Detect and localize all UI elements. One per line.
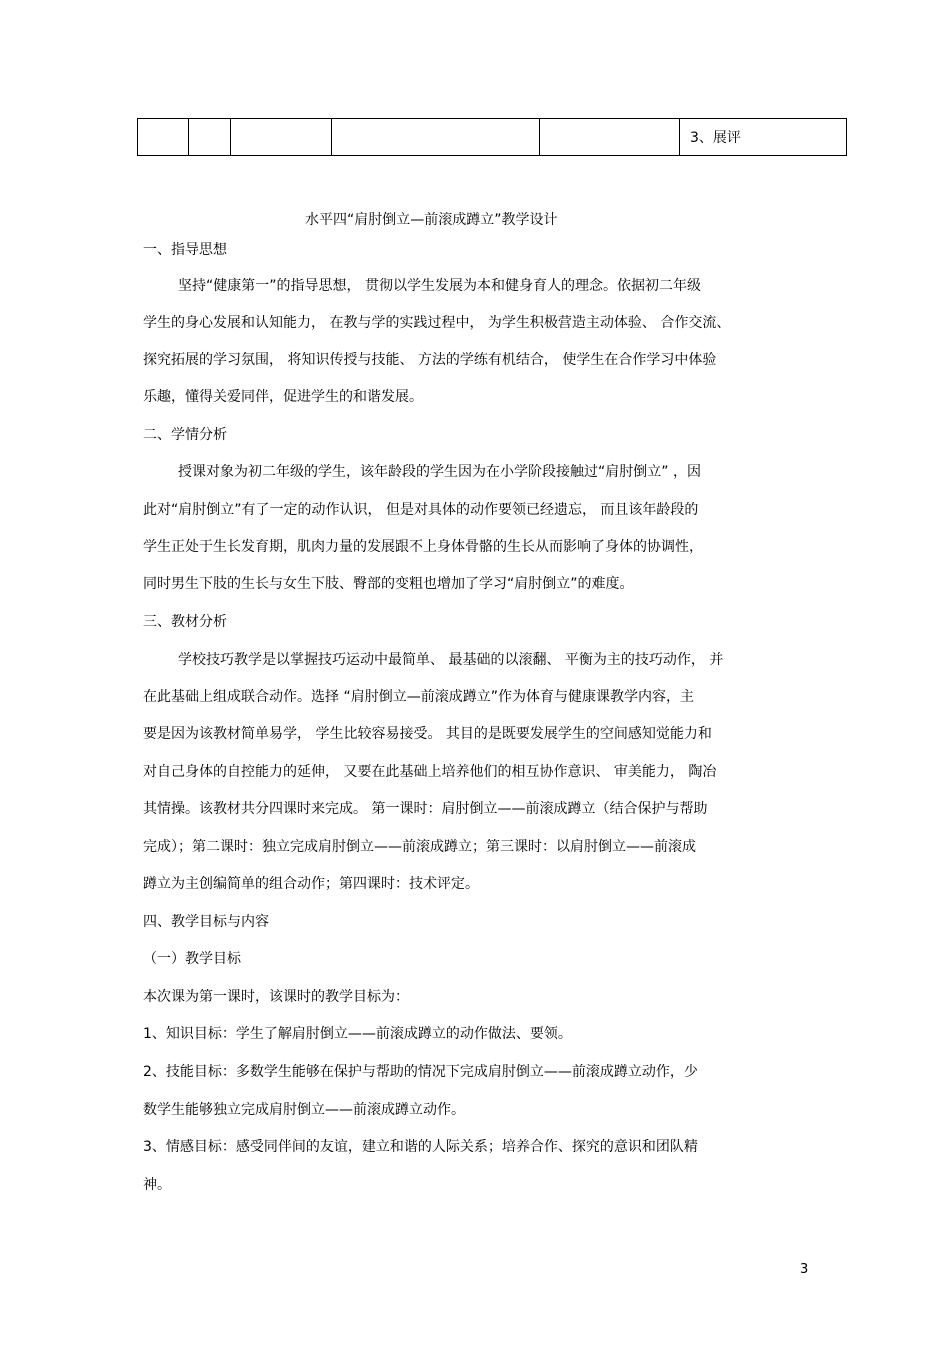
paragraph-line: 学生正处于生长发育期，肌肉力量的发展跟不上身体骨骼的生长从而影响了身体的协调性， bbox=[143, 539, 703, 555]
list-item: 3、情感目标：感受同伴间的友谊，建立和谐的人际关系；培养合作、探究的意识和团队精 bbox=[143, 1139, 698, 1155]
paragraph-line: 坚持“健康第一”的指导思想， 贯彻以学生发展为本和健身育人的理念。依据初二年级 bbox=[178, 278, 701, 294]
header-table-row bbox=[137, 118, 847, 156]
list-item: 1、知识目标：学生了解肩肘倒立——前滚成蹲立的动作做法、要领。 bbox=[143, 1026, 572, 1042]
paragraph-line: 本次课为第一课时，该课时的教学目标为： bbox=[143, 989, 409, 1005]
paragraph-line: 蹲立为主创编简单的组合动作；第四课时：技术评定。 bbox=[143, 876, 479, 892]
paragraph-line: 要是因为该教材简单易学， 学生比较容易接受。 其目的是既要发展学生的空间感知觉能力和 bbox=[143, 726, 712, 742]
section-heading: 一、指导思想 bbox=[143, 242, 227, 258]
paragraph-line: 探究拓展的学习氛围， 将知识传授与技能、 方法的学练有机结合， 使学生在合作学习中体验 bbox=[143, 352, 717, 368]
paragraph-line: 在此基础上组成联合动作。选择 “肩肘倒立—前滚成蹲立”作为体育与健康课教学内容，主 bbox=[143, 689, 694, 705]
paragraph-line: 学校技巧教学是以掌握技巧运动中最简单、 最基础的以滚翻、 平衡为主的技巧动作， 并 bbox=[178, 652, 724, 668]
paragraph-line: 神。 bbox=[143, 1177, 171, 1193]
list-item: 2、技能目标：多数学生能够在保护与帮助的情况下完成肩肘倒立——前滚成蹲立动作，少 bbox=[143, 1064, 698, 1080]
paragraph-line: 此对“肩肘倒立”有了一定的动作认识， 但是对具体的动作要领已经遗忘， 而且该年龄段的 bbox=[143, 502, 699, 518]
table-cell bbox=[332, 119, 540, 156]
section-heading: 二、学情分析 bbox=[143, 427, 227, 443]
table-cell: 3、展评 bbox=[680, 119, 847, 156]
document-title: 水平四“肩肘倒立—前滚成蹲立”教学设计 bbox=[305, 212, 558, 228]
table-cell bbox=[540, 119, 680, 156]
paragraph-line: 同时男生下肢的生长与女生下肢、臀部的变粗也增加了学习“肩肘倒立”的难度。 bbox=[143, 576, 634, 592]
paragraph-line: 完成）；第二课时：独立完成肩肘倒立——前滚成蹲立；第三课时：以肩肘倒立——前滚成 bbox=[143, 839, 696, 855]
section-heading: 三、教材分析 bbox=[143, 614, 227, 630]
table-cell bbox=[189, 119, 231, 156]
table-cell bbox=[231, 119, 332, 156]
paragraph-line: 乐趣，懂得关爱同伴，促进学生的和谐发展。 bbox=[143, 389, 423, 405]
table-cell bbox=[138, 119, 189, 156]
paragraph-line: 对自己身体的自控能力的延伸， 又要在此基础上培养他们的相互协作意识、 审美能力， 陶冶 bbox=[143, 764, 717, 780]
paragraph-line: 数学生能够独立完成肩肘倒立——前滚成蹲立动作。 bbox=[143, 1102, 465, 1118]
paragraph-line: 授课对象为初二年级的学生，该年龄段的学生因为在小学阶段接触过“肩肘倒立” ，因 bbox=[178, 464, 701, 480]
subsection-heading: （一）教学目标 bbox=[143, 951, 241, 967]
section-heading: 四、教学目标与内容 bbox=[143, 914, 269, 930]
page-number: 3 bbox=[800, 1262, 809, 1277]
paragraph-line: 其情操。该教材共分四课时来完成。 第一课时：肩肘倒立——前滚成蹲立（结合保护与帮助 bbox=[143, 801, 708, 817]
paragraph-line: 学生的身心发展和认知能力， 在教与学的实践过程中， 为学生积极营造主动体验、 合作交流、 bbox=[143, 315, 731, 331]
